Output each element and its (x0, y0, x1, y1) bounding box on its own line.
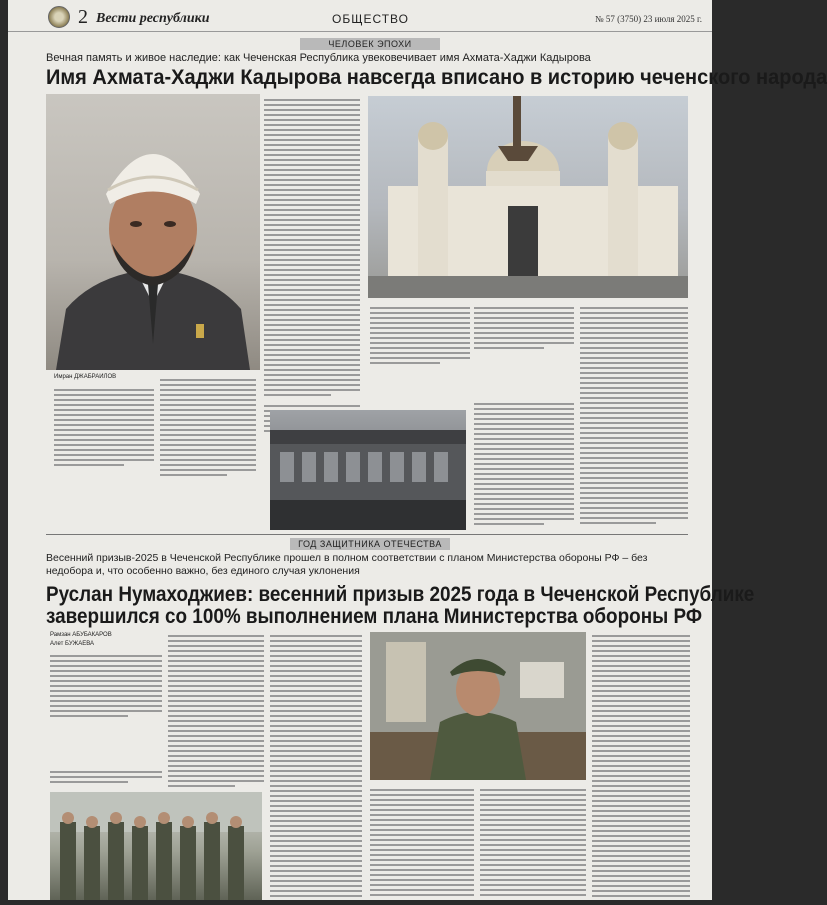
article-1-intro-box (54, 386, 154, 526)
byline-article-2-2: Алет БУЖАЕВА (50, 641, 95, 647)
byline-article-1: Имран ДЖАБРАИЛОВ (54, 374, 117, 380)
military-commissar-photo (370, 632, 586, 780)
lead-article-1: Вечная память и живое наследие: как Чеченская Республика увековечивает имя Ахмата-Хаджи Кадырова (46, 52, 591, 64)
article-2-intro-box (50, 652, 162, 762)
issue-info: № 57 (3750) 23 июля 2025 г. (595, 14, 702, 24)
article-2-column-1 (168, 632, 264, 788)
article-1-pull-quote-2 (370, 304, 470, 414)
government-building-photo (270, 410, 466, 530)
paper-title: Вести республики (96, 11, 210, 26)
article-1-column-2 (264, 96, 360, 396)
republic-seal-icon (48, 6, 70, 28)
article-1-column-1 (160, 376, 256, 526)
headline-article-1: Имя Ахмата-Хаджи Кадырова навсегда вписано в историю чеченского народа (46, 65, 827, 89)
memorial-complex-photo (368, 96, 688, 298)
article-divider (46, 534, 688, 535)
page-number: 2 (78, 6, 88, 28)
article-1-pull-quote-3 (474, 304, 574, 394)
article-2-column-3 (370, 786, 474, 900)
byline-article-2-1: Рамзан АБУБАКАРОВ (50, 632, 112, 638)
headline-article-2-line-2: завершился со 100% выполнением плана Министерства обороны РФ (46, 605, 703, 628)
lead-article-2: Весенний призыв-2025 в Чеченской Республике прошел в полном соответствии с планом Министерства обороны РФ – без недобора и, что особенно важно, без единого случая уклонения (46, 552, 648, 577)
article-2-column-2 (270, 632, 362, 900)
article-2-note (50, 768, 162, 788)
article-2-column-4 (480, 786, 586, 900)
masthead (8, 6, 712, 32)
article-1-column-4 (580, 304, 688, 532)
article-1-column-3 (474, 400, 574, 532)
newspaper-page (8, 0, 827, 900)
article-2-column-5 (592, 632, 690, 900)
portrait-photo (46, 94, 260, 370)
section-name: ОБЩЕСТВО (332, 12, 409, 26)
portrait-illustration (46, 94, 260, 370)
headline-article-2-line-1: Руслан Нумаходжиев: весенний призыв 2025 года в Чеченской Республике (46, 583, 755, 606)
rubric-article-1: ЧЕЛОВЕК ЭПОХИ (300, 38, 440, 50)
rubric-article-2: ГОД ЗАЩИТНИКА ОТЕЧЕСТВА (290, 538, 450, 550)
conscripts-photo (50, 792, 262, 900)
